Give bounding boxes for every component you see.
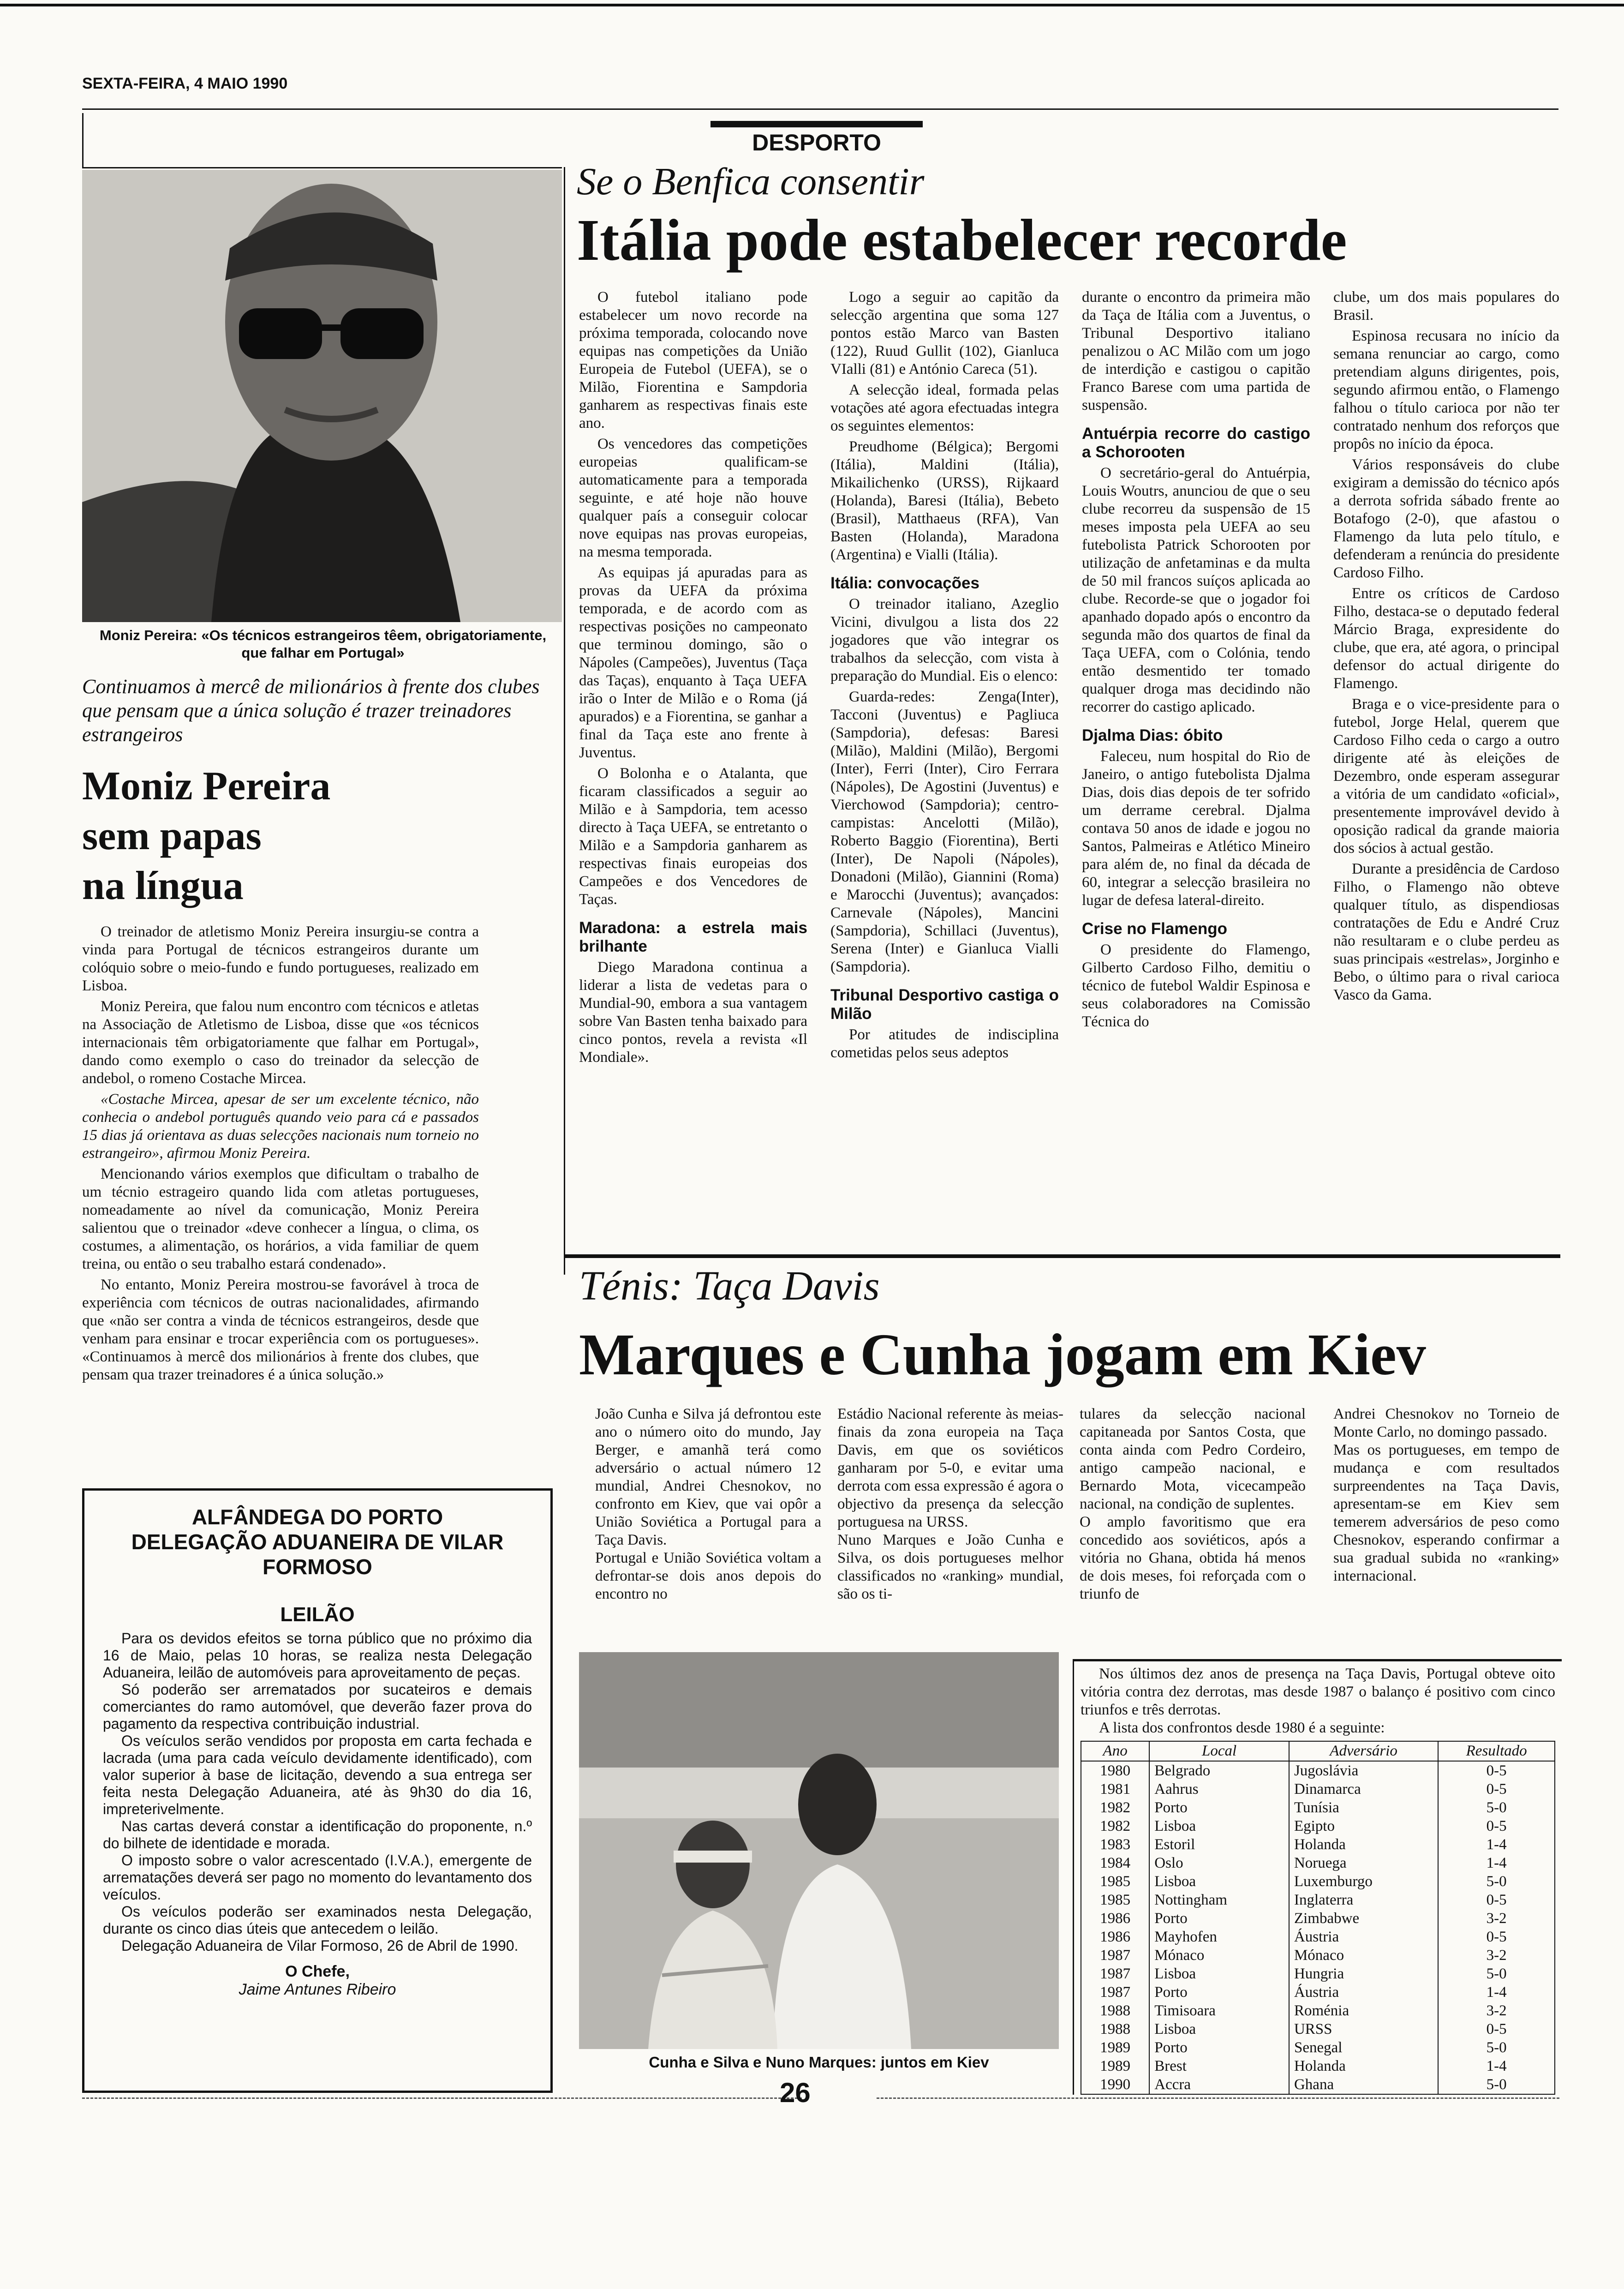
table-cell: Belgrado <box>1149 1761 1289 1780</box>
davis-box <box>1073 1659 1562 2095</box>
tennis-caption: Cunha e Silva e Nuno Marques: juntos em Kiev <box>649 2054 989 2071</box>
body-paragraph: O secretário-geral do Antuérpia, Louis Woutrs, anunciou de que o seu clube recorreu da suspensão de 15 meses imposta pela UEFA ao seu futebolista Patrick Schorooten por utilização de anfetaminas e da multa de 50 mil francos suíços aplicada ao clube. Recorde-se que o jogador foi apanhado dopado após o encontro da segunda mão dos quartos de final da Taça UEFA, com o Colónia, tendo então desmentido ter tomado qualquer droga mas decidindo não recorrer do castigo aplicado. <box>1082 465 1310 715</box>
body-paragraph: O Bolonha e o Atalanta, que ficaram classificados a seguir ao Milão e à Sampdoria, tem acesso directo à Taça UEFA, se entretanto o Milão e a Sampdoria ganharem as respectivas finais europeias dos Campeões e dos Vencedores de Taças. <box>579 765 807 908</box>
table-row <box>1081 2075 1555 2094</box>
tenis-col-3: tulares da selecção nacional capitaneada por Santos Costa, que conta ainda com Pedro Cordeiro, antigo campeão nacional, e Bernardo Mota, vicecampeão nacional, na condição de suplentes. O amplo favoritismo que era concedido aos soviéticos, após a vitória no Ghana, obtida há menos de dois meses, foi reforçada com o triunfo de <box>1080 1406 1306 1602</box>
table-cell: Noruega <box>1289 1854 1438 1872</box>
table-row <box>1081 2001 1555 2020</box>
subheading: Djalma Dias: óbito <box>1082 726 1223 744</box>
table-row <box>1081 1891 1555 1909</box>
moniz-quote: Continuamos à mercê de milionários à frente dos clubes que pensam que a única solução é trazer treinadores estrangeiros <box>82 675 540 746</box>
table-row <box>1081 1854 1555 1872</box>
table-cell: 0-5 <box>1438 1928 1555 1946</box>
table-cell: Porto <box>1149 1909 1289 1928</box>
subheading: Itália: convocações <box>830 574 979 592</box>
footer-rule-right <box>877 2097 1559 2099</box>
table-row <box>1081 2038 1555 2057</box>
body-paragraph: Logo a seguir ao capitão da selecção argentina que soma 127 pontos estão Marco van Basten (122), Ruud Gullit (102), Gianluca VIalli (81) e António Careca (51). <box>830 289 1059 378</box>
body-paragraph: A selecção ideal, formada pelas votações até agora efectuadas integra os seguintes elementos: <box>830 382 1059 434</box>
table-cell: 1984 <box>1081 1854 1149 1872</box>
table-cell: Mayhofen <box>1149 1928 1289 1946</box>
davis-table <box>1081 1741 1555 2095</box>
table-row <box>1081 1928 1555 1946</box>
moniz-title-line: sem papas <box>82 814 262 858</box>
body-paragraph: clube, um dos mais populares do Brasil. <box>1333 289 1559 324</box>
table-cell: 1-4 <box>1438 1835 1555 1854</box>
ad-subtitle: DELEGAÇÃO ADUANEIRA DE VILAR FORMOSO <box>131 1530 504 1579</box>
table-cell: 1988 <box>1081 2001 1149 2020</box>
ad-sign-name: Jaime Antunes Ribeiro <box>239 1981 396 1998</box>
header-rule <box>82 108 1558 110</box>
italia-title: Itália pode estabelecer recorde <box>577 207 1347 273</box>
tenis-kicker: Ténis: Taça Davis <box>579 1263 880 1309</box>
table-cell: 5-0 <box>1438 2038 1555 2057</box>
table-row <box>1081 1798 1555 1817</box>
section-divider <box>564 1254 1560 1258</box>
table-cell: Dinamarca <box>1289 1780 1438 1798</box>
table-row <box>1081 1817 1555 1835</box>
italia-col-1 <box>579 288 807 1069</box>
table-row <box>1081 2020 1555 2038</box>
moniz-body <box>82 923 479 1387</box>
table-row <box>1081 1761 1555 1780</box>
table-cell: 5-0 <box>1438 1798 1555 1817</box>
table-cell: 0-5 <box>1438 1761 1555 1780</box>
table-cell: 5-0 <box>1438 1965 1555 1983</box>
table-cell: Mónaco <box>1149 1946 1289 1965</box>
table-cell: Holanda <box>1289 2057 1438 2075</box>
table-cell: 0-5 <box>1438 1817 1555 1835</box>
table-cell: Accra <box>1149 2075 1289 2094</box>
moniz-caption: Moniz Pereira: «Os técnicos estrangeiros têem, obrigatoriamente, que falhar em Portugal» <box>99 627 547 661</box>
ad-paragraph: Os veículos serão vendidos por proposta em carta fechada e lacrada (uma para cada veículo devidamente identificado), com valor superior à base de licitação, devendo a sua entrega ser feita nesta Delegação Aduaneira, até às 9h30 do dia 16, impreterivelmente. <box>103 1732 532 1817</box>
table-cell: 0-5 <box>1438 1780 1555 1798</box>
table-header: Local <box>1149 1741 1289 1761</box>
table-cell: Estoril <box>1149 1835 1289 1854</box>
table-cell: Holanda <box>1289 1835 1438 1854</box>
table-cell: Lisboa <box>1149 1817 1289 1835</box>
table-cell: Jugoslávia <box>1289 1761 1438 1780</box>
table-cell: Hungria <box>1289 1965 1438 1983</box>
ad-title: ALFÂNDEGA DO PORTO <box>191 1505 443 1529</box>
tenis-title: Marques e Cunha jogam em Kiev <box>579 1322 1426 1387</box>
table-cell: 1981 <box>1081 1780 1149 1798</box>
body-paragraph: Preudhome (Bélgica); Bergomi (Itália), Maldini (Itália), Mikailichenko (URSS), Rijkaard (Holanda), Baresi (Itália), Bebeto (Brasil), Matthaeus (RFA), Van Basten (Holanda), Maradona (Argentina) e Vialli (Itália). <box>830 438 1059 563</box>
table-header: Ano <box>1081 1741 1149 1761</box>
body-paragraph: Entre os críticos de Cardoso Filho, destaca-se o deputado federal Márcio Braga, expresidente do clube, que era, até agora, o principal defensor do actual dirigente do Flamengo. <box>1333 585 1559 692</box>
body-paragraph: Vários responsáveis do clube exigiram a demissão do técnico após a derrota sofrida sábado frente ao Botafogo (2-0), que afastou o Flamengo da luta pelo título, e defenderam a renúncia do presidente Cardoso Filho. <box>1333 456 1559 581</box>
ad-paragraph: Os veículos poderão ser examinados nesta Delegação, durante os cinco dias úteis que antecedem o leilão. <box>103 1903 532 1937</box>
ad-paragraph: Delegação Aduaneira de Vilar Formoso, 26 de Abril de 1990. <box>121 1937 519 1954</box>
table-cell: Porto <box>1149 1983 1289 2001</box>
table-cell: 0-5 <box>1438 2020 1555 2038</box>
ad-sign-title: O Chefe, <box>285 1963 350 1980</box>
table-cell: 1-4 <box>1438 2057 1555 2075</box>
table-row <box>1081 1909 1555 1928</box>
table-cell: 1985 <box>1081 1872 1149 1891</box>
table-header: Resultado <box>1438 1741 1555 1761</box>
page-date: SEXTA-FEIRA, 4 MAIO 1990 <box>82 75 288 92</box>
body-paragraph: O treinador de atletismo Moniz Pereira insurgiu-se contra a vinda para Portugal de técnicos estrangeiros durante um colóquio sobre o meio-fundo e fundo portugueses, realizado em Lisboa. <box>82 923 479 994</box>
table-cell: Egipto <box>1289 1817 1438 1835</box>
table-cell: URSS <box>1289 2020 1438 2038</box>
table-cell: Ghana <box>1289 2075 1438 2094</box>
frame-top <box>82 167 562 168</box>
subheading: Maradona: a estrela mais brilhante <box>579 919 807 955</box>
table-cell: Áustria <box>1289 1983 1438 2001</box>
table-cell: 0-5 <box>1438 1891 1555 1909</box>
table-cell: 1-4 <box>1438 1983 1555 2001</box>
table-cell: 3-2 <box>1438 1946 1555 1965</box>
table-cell: Porto <box>1149 1798 1289 1817</box>
table-row <box>1081 1835 1555 1854</box>
body-paragraph: Moniz Pereira, que falou num encontro com técnicos e atletas na Associação de Atletismo de Lisboa, disse que «os técnicos internacionais têm orbigatoriamente que falhar em Portugal», dando como exemplo o caso do treinador da selecção de andebol, o romeno Costache Mircea. <box>82 998 479 1087</box>
body-paragraph: No entanto, Moniz Pereira mostrou-se favorável à troca de experiência com técnicos de outras nacionalidades, afirmando que «não ser contra a vinda de técnicos estrangeiros, desde que venham para ensinar e trocar experiência com os portugueses». «Continuamos à mercê dos milionários à frente dos clubes, que pensam qua trazer treinadores é a única solução.» <box>82 1276 479 1383</box>
subheading: Crise no Flamengo <box>1082 920 1228 938</box>
tennis-photo <box>579 1652 1059 2049</box>
table-header: Adversário <box>1289 1741 1438 1761</box>
moniz-photo <box>82 170 562 622</box>
table-cell: 1989 <box>1081 2057 1149 2075</box>
table-cell: 1989 <box>1081 2038 1149 2057</box>
moniz-title-line: na língua <box>82 863 244 908</box>
table-cell: 1983 <box>1081 1835 1149 1854</box>
table-cell: Áustria <box>1289 1928 1438 1946</box>
tenis-col-4: Andrei Chesnokov no Torneio de Monte Carlo, no domingo passado. Mas os portugueses, em tempo de mudança e com resultados surpreendentes na Taça Davis, apresentam-se em Kiev sem temerem adversários de peso como Chesnokov, esperando confirmar a sua gradual subida no «ranking» internacional. <box>1333 1406 1559 1584</box>
table-cell: 5-0 <box>1438 2075 1555 2094</box>
body-paragraph: «Costache Mircea, apesar de ser um excelente técnico, não conhecia o andebol português quando veio para cá e passados 15 dias já orientava as duas selecções nacionais num torneio no estrangeiro», afirmou Moniz Pereira. <box>82 1091 479 1162</box>
davis-intro: Nos últimos dez anos de presença na Taça Davis, Portugal obteve oito vitória contra dez derrotas, mas desde 1987 o balanço é positivo com cinco triunfos e três derrotas. <box>1081 1666 1555 1718</box>
body-paragraph: Mencionando vários exemplos que dificultam o trabalho de um técnio estrageiro quando lida com atletas portugueses, nomeadamente ao nível da comunicação, Moniz Pereira salientou que o treinador «deve conhecer a língua, o clima, os costumes, a alimentação, os horários, a vida familiar de quem treina, ou então o seu trabalho estará condenado». <box>82 1166 479 1272</box>
ad-paragraph: Nas cartas deverá constar a identificação do proponente, n.º do bilhete de identidade e morada. <box>103 1818 532 1852</box>
table-cell: Nottingham <box>1149 1891 1289 1909</box>
table-cell: 1988 <box>1081 2020 1149 2038</box>
table-cell: Luxemburgo <box>1289 1872 1438 1891</box>
table-cell: 1982 <box>1081 1817 1149 1835</box>
table-cell: Oslo <box>1149 1854 1289 1872</box>
leilao-ad <box>82 1488 553 2093</box>
body-paragraph: Guarda-redes: Zenga(Inter), Tacconi (Juventus) e Pagliuca (Sampdoria), defesas: Baresi (Milão), Maldini (Milão), Bergomi (Inter), Ferri (Inter), Ciro Ferrara (Nápoles), De Agostini (Juventus) e Vierchowod (Sampdoria); centro-campistas: Ancelotti (Milão), Roberto Baggio (Fiorentina), Berti (Inter), De Napoli (Nápoles), Donadoni (Milão), Giannini (Roma) e Marocchi (Juventus); avançados: Carnevale (Nápoles), Mancini (Sampdoria), Schillaci (Juventus), Serena (Inter) e Gianluca Vialli (Sampdoria). <box>830 689 1059 975</box>
ad-paragraph: O imposto sobre o valor acrescentado (I.V.A.), emergente de arrematações deverá ser pago no momento do levantamento dos veículos. <box>103 1852 532 1903</box>
table-cell: Porto <box>1149 2038 1289 2057</box>
table-cell: 3-2 <box>1438 1909 1555 1928</box>
table-cell: 1985 <box>1081 1891 1149 1909</box>
table-cell: 1987 <box>1081 1965 1149 1983</box>
ad-paragraph: Para os devidos efeitos se torna público que no próximo dia 16 de Maio, pelas 10 horas, se realiza nesta Delegação Aduaneira, leilão de automóveis para aproveitamento de peças. <box>103 1630 532 1681</box>
table-cell: Zimbabwe <box>1289 1909 1438 1928</box>
italia-col-3 <box>1082 288 1310 1034</box>
italia-col-4 <box>1333 288 1559 1007</box>
tenis-col-1: João Cunha e Silva já defrontou este ano o número oito do mundo, Jay Berger, e amanhã terá como adversário o actual número 12 mundial, Andrei Chesnokov, no confronto em Kiev, que vai opôr a União Soviética a Portugal para a Taça Davis. Portugal e União Soviética voltam a defrontar-se dois anos depois do encontro no <box>595 1406 821 1602</box>
davis-intro-2: A lista dos confrontos desde 1980 é a seguinte: <box>1099 1720 1385 1736</box>
table-cell: 1986 <box>1081 1928 1149 1946</box>
body-paragraph: O futebol italiano pode estabelecer um novo recorde na próxima temporada, colocando nove equipas nas competições da União Europeia de Futebol (UEFA), se o Milão, Fiorentina e Sampdoria ganharem as respectivas finais este ano. <box>579 289 807 431</box>
frame-left <box>82 113 84 168</box>
table-row <box>1081 1946 1555 1965</box>
column-rule <box>564 167 565 1275</box>
body-paragraph: As equipas já apuradas para as provas da UEFA da próxima temporada, e de acordo com as respectivas posições no campeonato que terminou domingo, são o Nápoles (Campeões), Juventus (Taça das Taças), enquanto à Taça UEFA irão o Inter de Milão e o Roma (já apurados) e a Fiorentina, se ganhar a final da Taça este ano frente à Juventus. <box>579 564 807 761</box>
man-with-glasses-icon <box>82 170 562 622</box>
table-row <box>1081 1780 1555 1798</box>
table-row <box>1081 2057 1555 2075</box>
table-cell: Tunísia <box>1289 1798 1438 1817</box>
table-cell: 1990 <box>1081 2075 1149 2094</box>
table-cell: 1982 <box>1081 1798 1149 1817</box>
table-cell: 1986 <box>1081 1909 1149 1928</box>
body-paragraph: durante o encontro da primeira mão da Taça de Itália com a Juventus, o Tribunal Desportivo italiano penalizou o AC Milão com um jogo de interdição e castigou o capitão Franco Barese com uma partida de suspensão. <box>1082 289 1310 413</box>
table-row <box>1081 1965 1555 1983</box>
body-paragraph: Por atitudes de indisciplina cometidas pelos seus adeptos <box>830 1026 1059 1061</box>
table-cell: Brest <box>1149 2057 1289 2075</box>
table-cell: Mónaco <box>1289 1946 1438 1965</box>
top-rule <box>0 4 1624 6</box>
table-row <box>1081 1983 1555 2001</box>
table-cell: 1987 <box>1081 1983 1149 2001</box>
body-paragraph: O treinador italiano, Azeglio Vicini, divulgou a lista dos 22 jogadores que vão integrar os trabalhos da selecção, com vista à preparação do Mundial. Eis o elenco: <box>830 596 1059 684</box>
ad-paragraph: Só poderão ser arrematados por sucateiros e demais comerciantes do ramo automóvel, que deverão fazer prova do pagamento da respectiva contribuição industrial. <box>103 1681 532 1732</box>
table-header-row <box>1081 1741 1555 1761</box>
moniz-title <box>82 761 562 911</box>
body-paragraph: Faleceu, num hospital do Rio de Janeiro, o antigo futebolista Djalma Dias, dois dias depois de ter sofrido um derrame cerebral. Djalma contava 50 anos de idade e jogou no Santos, Palmeiras e Atlético Mineiro para além de, no final da década de 60, integrar a selecção brasileira no lugar de defesa lateral-direito. <box>1082 748 1310 909</box>
footer-rule-left <box>82 2097 802 2099</box>
table-cell: 3-2 <box>1438 2001 1555 2020</box>
body-paragraph: Braga e o vice-presidente para o futebol, Jorge Helal, querem que Cardoso Filho ceda o cargo a outro dirigente até às eleições de Dezembro, onde esperam assegurar a vitória de um candidato «oficial», presentemente improvável devido à oposição radical da grande maioria dos sócios à actual gestão. <box>1333 696 1559 857</box>
table-cell: Aahrus <box>1149 1780 1289 1798</box>
table-cell: Lisboa <box>1149 1872 1289 1891</box>
subheading: Antuérpia recorre do castigo a Schorooten <box>1082 425 1310 461</box>
tenis-col-2: Estádio Nacional referente às meias-finais da zona europeia na Taça Davis, em que os soviéticos ganharam por 5-0, e evitar uma derrota com essa expressão é agora o objectivo da presença da selecção portuguesa na URSS. Nuno Marques e João Cunha e Silva, os dois portugueses melhor classificados no «ranking» mundial, são os ti- <box>837 1406 1063 1602</box>
body-paragraph: Durante a presidência de Cardoso Filho, o Flamengo não obteve qualquer título, as dispendiosas contratações de Edu e André Cruz não resultaram e o clube perdeu as suas principais «estrelas», Jorginho e Bebo, o último para o rival carioca Vasco da Gama. <box>1333 861 1559 1003</box>
table-cell: 1987 <box>1081 1946 1149 1965</box>
table-cell: Timisoara <box>1149 2001 1289 2020</box>
section-label: DESPORTO <box>710 121 923 160</box>
body-paragraph: Espinosa recusara no início da semana renunciar ao cargo, como pretendiam alguns dirigentes, pois, segundo afirmou então, o Flamengo falhou o título carioca por não ter contratado nenhum dos reforços que propôs no início da época. <box>1333 328 1559 452</box>
ad-heading: LEILÃO <box>280 1603 355 1626</box>
body-paragraph: Diego Maradona continua a liderar a lista de vedetas para o Mundial-90, embora a sua vantagem sobre Van Basten tenha baixado para cinco pontos, revela a revista «Il Mondiale». <box>579 959 807 1066</box>
page-number: 26 <box>780 2077 811 2108</box>
table-cell: Inglaterra <box>1289 1891 1438 1909</box>
table-cell: 1-4 <box>1438 1854 1555 1872</box>
table-cell: 5-0 <box>1438 1872 1555 1891</box>
table-cell: Roménia <box>1289 2001 1438 2020</box>
italia-col-2 <box>830 288 1059 1065</box>
body-paragraph: O presidente do Flamengo, Gilberto Cardoso Filho, demitiu o técnico de futebol Waldir Espinosa e seus colaboradores na Comissão Técnica do <box>1082 941 1310 1030</box>
table-cell: Senegal <box>1289 2038 1438 2057</box>
body-paragraph: Os vencedores das competições europeias qualificam-se automaticamente para a temporada seguinte, e até hoje não houve qualquer país a conseguir colocar nove equipas nas provas europeias, na mesma temporada. <box>579 436 807 560</box>
table-cell: Lisboa <box>1149 1965 1289 1983</box>
tennis-players-icon <box>579 1652 1059 2049</box>
subheading: Tribunal Desportivo castiga o Milão <box>830 986 1059 1023</box>
table-cell: Lisboa <box>1149 2020 1289 2038</box>
moniz-title-line: Moniz Pereira <box>82 764 331 809</box>
table-row <box>1081 1872 1555 1891</box>
table-cell: 1980 <box>1081 1761 1149 1780</box>
italia-kicker: Se o Benfica consentir <box>577 160 925 203</box>
